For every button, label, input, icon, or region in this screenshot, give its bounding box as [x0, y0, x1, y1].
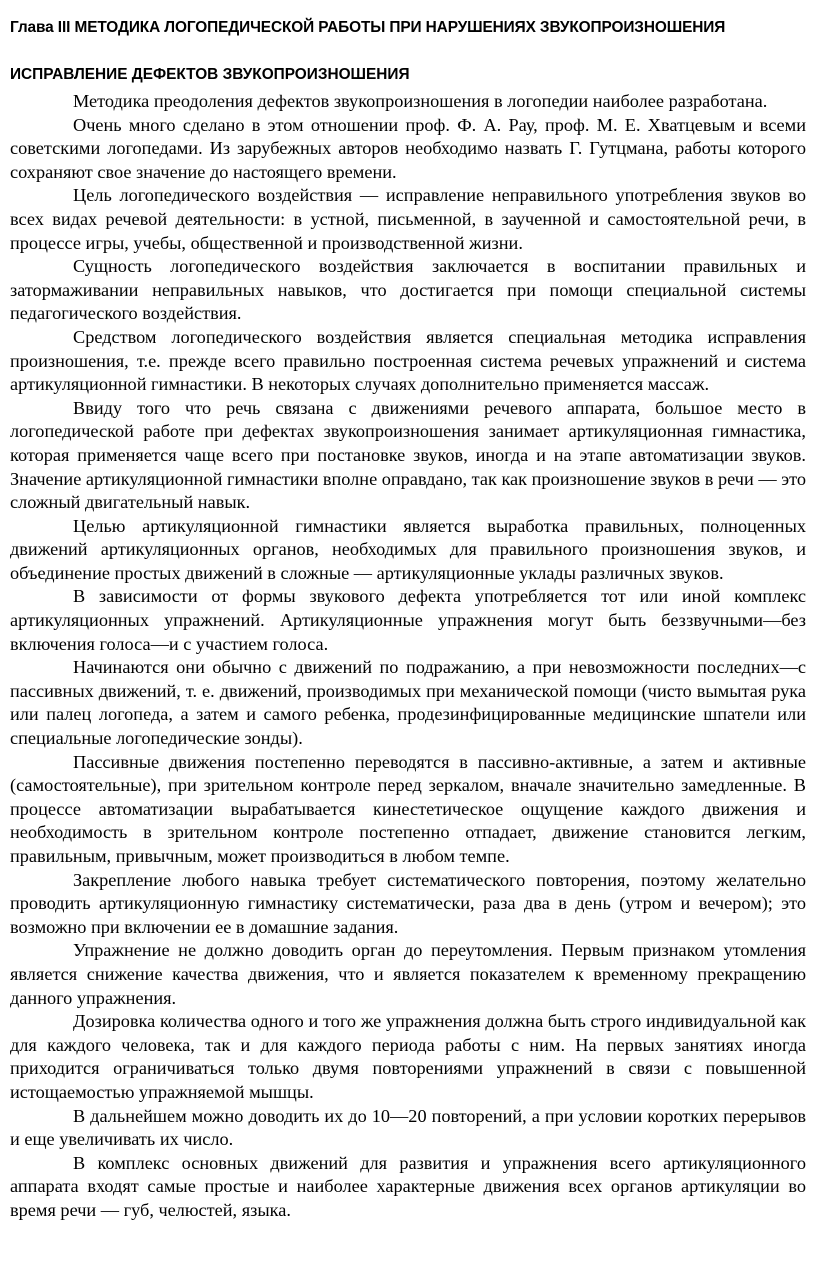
paragraph: Пассивные движения постепенно переводятся в пассивно-активные, а затем и активные (самостоятельные), при зрительном контроле перед зеркалом, вначале значительно замедленные. В процессе автоматизации вырабатывается кинестетическое ощущение каждого движения и необходимость в зрительном контроле постепенно отпадает, движение становится легким, правильным, привычным, может производиться в любом темпе. — [10, 751, 806, 866]
body-text — [10, 90, 806, 1223]
paragraph: В комплекс основных движений для развития и упражнения всего артикуляционного аппарата входят самые простые и наиболее характерные движения всех органов артикуляции во время речи — губ, челюстей, языка. — [10, 1152, 806, 1220]
section-heading: ИСПРАВЛЕНИЕ ДЕФЕКТОВ ЗВУКОПРОИЗНОШЕНИЯ — [10, 66, 410, 83]
paragraph: Начинаются они обычно с движений по подражанию, а при невозможности последних—с пассивных движений, т. е. движений, производимых при механической помощи (чисто вымытая рука или палец логопеда, а затем и самого ребенка, продезинфицированные медицинские шпатели или специальные логопедические зонды). — [10, 657, 806, 749]
paragraph: В зависимости от формы звукового дефекта употребляется тот или иной комплекс артикуляционных упражнений. Артикуляционные упражнения могут быть беззвучными—без включения голоса—и с участием голоса. — [10, 586, 806, 654]
paragraph: Целью артикуляционной гимнастики является выработка правильных, полноценных движений артикуляционных органов, необходимых для правильного произношения звуков, и объединение простых движений в сложные — артикуляционные уклады различных звуков. — [10, 515, 806, 583]
paragraph: В дальнейшем можно доводить их до 10—20 повторений, а при условии коротких перерывов и еще увеличивать их число. — [10, 1105, 806, 1150]
paragraph: Средством логопедического воздействия является специальная методика исправления произношения, т.е. прежде всего правильно построенная система речевых упражнений и система артикуляционной гимнастики. В некоторых случаях дополнительно применяется массаж. — [10, 326, 806, 395]
paragraph: Дозировка количества одного и того же упражнения должна быть строго индивидуальной как для каждого человека, так и для каждого периода работы с ним. На первых занятиях иногда приходится ограничиваться только двумя повторениями упражнений в связи с повышенной истощаемостью упражняемой мышцы. — [10, 1011, 806, 1102]
paragraph: Закрепление любого навыка требует систематического повторения, поэтому желательно проводить артикуляционную гимнастику систематически, раза два в день (утром и вечером); это возможно при включении ее в домашние задания. — [10, 869, 806, 937]
paragraph: Ввиду того что речь связана с движениями речевого аппарата, большое место в логопедической работе при дефектах звукопроизношения занимает артикуляционная гимнастика, которая применяется чаще всего при постановке звуков, иногда и на этапе автоматизации звуков. Значение артикуляционной гимнастики вполне оправдано, так как произношение звуков в речи — это сложный двигательный навык. — [10, 397, 806, 513]
paragraph: Упражнение не должно доводить орган до переутомления. Первым признаком утомления является снижение качества движения, что и является показателем к временному прекращению данного упражнения. — [10, 940, 806, 1008]
chapter-heading: Глава III МЕТОДИКА ЛОГОПЕДИЧЕСКОЙ РАБОТЫ ПРИ НАРУШЕНИЯХ ЗВУКОПРОИЗНОШЕНИЯ — [10, 19, 726, 36]
paragraph: Цель логопедического воздействия — исправление неправильного употребления звуков во всех видах речевой деятельности: в устной, письменной, в заученной и самостоятельной речи, в процессе игры, учебы, общественной и производственной жизни. — [10, 185, 806, 253]
paragraph: Сущность логопедического воздействия заключается в воспитании правильных и затормаживании неправильных навыков, что достигается при помощи специальной системы педагогического воздействия. — [10, 256, 806, 324]
paragraph: Методика преодоления дефектов звукопроизношения в логопедии наиболее разработана. — [73, 91, 768, 111]
paragraph: Очень много сделано в этом отношении проф. Ф. А. Рау, проф. М. Е. Хватцевым и всеми советскими логопедами. Из зарубежных авторов необходимо назвать Г. Гутцмана, работы которого сохраняют свое значение до настоящего времени. — [10, 114, 806, 182]
